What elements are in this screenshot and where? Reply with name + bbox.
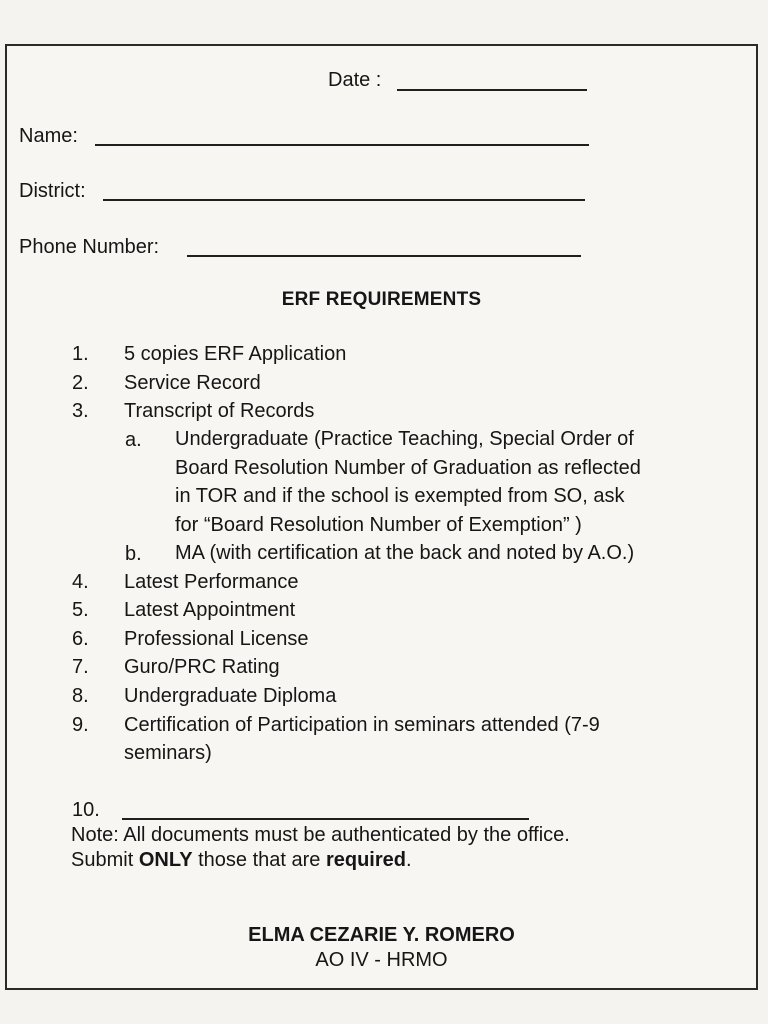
list-item: 5 copies ERF Application xyxy=(124,343,347,365)
sub-item-line: Board Resolution Number of Graduation as reflected xyxy=(175,456,641,479)
note-text: Submit xyxy=(71,849,139,871)
note-emphasis-required: required xyxy=(325,849,406,871)
list-item-number: 1. xyxy=(72,343,89,365)
sub-item-letter: a. xyxy=(125,429,142,451)
sub-item-line: MA (with certification at the back and noted by A.O.) xyxy=(175,542,635,564)
note-line-1: Note: All documents must be authenticated by the office. xyxy=(71,824,570,846)
list-item-number: 5. xyxy=(72,599,89,621)
sub-item-line: for “Board Resolution Number of Exemption” ) xyxy=(175,513,582,536)
list-item: Latest Appointment xyxy=(124,599,296,621)
list-item-continuation: seminars) xyxy=(124,742,212,764)
list-item-number: 9. xyxy=(72,714,89,736)
district-field[interactable] xyxy=(103,199,585,201)
sub-item-line: in TOR and if the school is exempted from SO, ask xyxy=(175,485,625,507)
sub-item-text xyxy=(175,425,735,539)
signatory-name: ELMA CEZARIE Y. ROMERO xyxy=(248,924,515,946)
list-item: Undergraduate Diploma xyxy=(124,685,337,707)
list-item-number: 10. xyxy=(72,799,100,821)
list-item-number: 8. xyxy=(72,685,89,707)
document-sheet xyxy=(5,44,758,990)
list-item-number: 6. xyxy=(72,628,89,650)
note-line-2 xyxy=(71,848,412,872)
list-item: Guro/PRC Rating xyxy=(124,656,280,678)
sub-item-text xyxy=(175,539,735,568)
phone-label: Phone Number: xyxy=(19,236,160,258)
note-text: those that are xyxy=(192,849,326,871)
list-item: Service Record xyxy=(124,372,261,394)
date-label: Date : xyxy=(328,69,382,91)
district-label: District: xyxy=(19,180,86,202)
list-item-number: 2. xyxy=(72,372,89,394)
name-field[interactable] xyxy=(95,144,589,146)
list-item-number: 3. xyxy=(72,400,89,422)
note-text: . xyxy=(406,849,412,871)
sub-item-letter: b. xyxy=(125,543,142,565)
name-label: Name: xyxy=(19,125,78,147)
list-item: Professional License xyxy=(124,628,309,650)
phone-field[interactable] xyxy=(187,255,581,257)
list-item-number: 4. xyxy=(72,571,89,593)
note-emphasis-only: ONLY xyxy=(138,849,193,871)
list-item-number: 7. xyxy=(72,656,89,678)
item-10-blank-field[interactable] xyxy=(122,818,529,820)
signatory-position: AO IV - HRMO xyxy=(315,949,448,971)
list-item: Certification of Participation in seminars attended (7-9 xyxy=(124,714,600,736)
sub-item-line: Undergraduate (Practice Teaching, Special Order of xyxy=(175,428,634,450)
list-item: Transcript of Records xyxy=(124,400,315,422)
page-title: ERF REQUIREMENTS xyxy=(281,289,482,310)
date-field[interactable] xyxy=(397,89,587,91)
list-item: Latest Performance xyxy=(124,571,299,593)
